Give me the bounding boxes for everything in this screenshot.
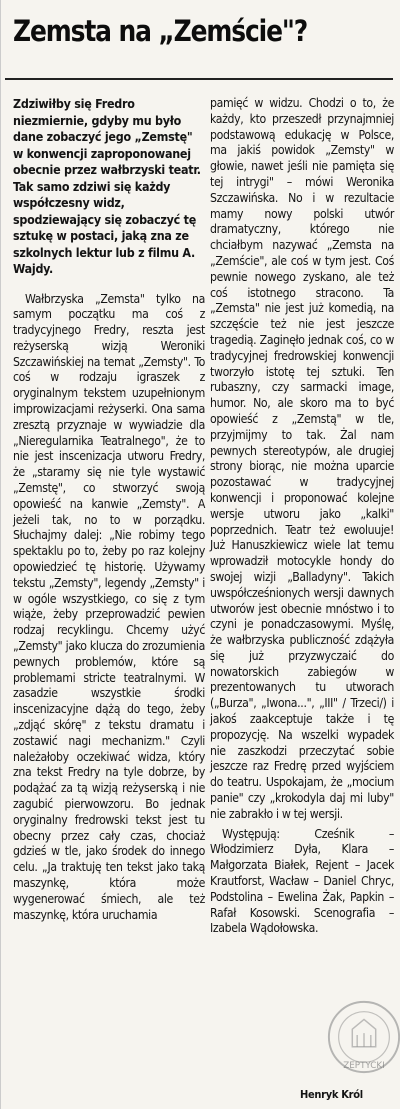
- article-title: Zemsta na „Zemście"?: [13, 14, 308, 48]
- paragraph-right-1: pamięć w widzu. Chodzi o to, że każdy, kto przeszedł przynajmniej podstawową edukację w Polsce, ma jakiś powidok „Zemsty" w głowie, nawet jeśli nie pamięta się tej intrygi" – mówi Weronika Szczawińska. No i w rezultacie mamy nowy polski utwór dramatyczny, którego nie chciałbym nazywać „Zemsta na „Zemście", ale coś w tym jest. Coś pewnie nowego zyskano, ale też coś istotnego stracono. Ta „Zemsta" nie jest już komedią, na szczęście też nie jest jeszcze tragedią. Zaginęło jednak coś, co w tradycyjnej fredrowskiej konwencji tworzyło istotę tej sztuki. Ten rubaszny, czy sarmacki image, humor. No, ale skoro ma to być opowieść z „Zemstą" w tle, przyjmijmy to tak. Żal nam pewnych stereotypów, ale drugiej strony biorąc, nie można uparcie pozostawać w tradycyjnej konwencji i proponować kolejne wersje utworu jako „kalki" poprzednich. Teatr też ewoluuje! Już Hanuszkiewicz wiele lat temu wprowadził motocykle hondy do swojej wizji „Balladyny". Takich uwspółcześnionych wersji dawnych utworów jest obecnie mnóstwo i to czyni je ponadczasowymi. Myślę, że wałbrzyska publiczność zdążyła się już przyzwyczaić do nowatorskich zabiegów w prezentowanych tu utworach („Burza", „Iwona...", „III" / Trzeci/) i jakoś zaakceptuje także i tę propozycję. Na wszelki wypadek nie zaszkodzi przeczytać sobie jeszcze raz Fredrę przed wyjściem do teatru. Uspokajam, że „mocium panie" czy „krokodyla daj mi luby" nie zabrakło i w tej wersji.: [210, 96, 394, 821]
- library-stamp: [325, 998, 400, 1076]
- stamp-text: ZEPTYCKI: [343, 1061, 385, 1072]
- cast-list: Występują: Cześnik – Włodzimierz Dyła, Klara – Małgorzata Białek, Rejent – Jacek Krautforst, Wacław – Daniel Chryc, Podstolina – Ewelina Żak, Papkin – Rafał Kosowski. Scenografia – Izabela Wądołowska.: [210, 826, 394, 936]
- article-lead: Zdziwiłby się Fredro niezmiernie, gdyby mu było dane zobaczyć jego „Zemstę" w konwencji zaproponowanej obecnie przez wałbrzyski teatr. Tak samo zdziwi się każdy współczesny widz, spodziewający się zobaczyć tę sztukę w postaci, jaką zna ze szkolnych lektur lub z filmu A. Wajdy.: [13, 96, 201, 276]
- paragraph-left-1: Wałbrzyska „Zemsta" tylko na samym początku ma coś z tradycyjnego Fredry, reszta jest reżyserską wizją Weroniki Szczawińskiej na temat „Zemsty". To coś w rodzaju igraszek z oryginalnym tekstem uzupełnionym improwizacjami reżyserki. Ona sama zresztą przyznaje w wywiadzie dla „Nieregularnika Teatralnego", że to nie jest inscenizacja utworu Fredry, że „staramy się nie tyle wystawić „Zemstę", co stworzyć swoją opowieść na kanwie „Zemsty". A jeżeli tak, no to w porządku. Słuchajmy dalej: „Nie robimy tego spektaklu po to, żeby po raz kolejny opowiedzieć tę historię. Używamy tekstu „Zemsty", legendy „Zemsty" i w ogóle wszystkiego, co się z tym wiąże, żeby przeprowadzić pewien rodzaj recyklingu. Chcemy użyć „Zemsty" jako klucza do zrozumienia pewnych problemów, które są problemami stricte teatralnymi. W zasadzie wszystkie środki inscenizacyjne dążą do tego, żeby „zdjąć skórę" z tekstu dramatu i zostawić nagi mechanizm." Czyli należałoby oczekiwać widza, który zna tekst Fredry na tyle dobrze, by podążać za tą wizją reżyserską i nie zagubić pierwowzoru. Bo jednak oryginalny fredrowski tekst jest tu obecny przez cały czas, chociaż gdzieś w tle, jako środek do innego celu. „Ja traktuję ten tekst jako taką maszynkę, która może wygenerować śmiech, ale też maszynkę, która uruchamia: [13, 291, 205, 922]
- title-rule: [5, 78, 393, 80]
- article-author: Henryk Król: [300, 1088, 363, 1101]
- column-right: [210, 96, 394, 937]
- column-left: [13, 96, 205, 923]
